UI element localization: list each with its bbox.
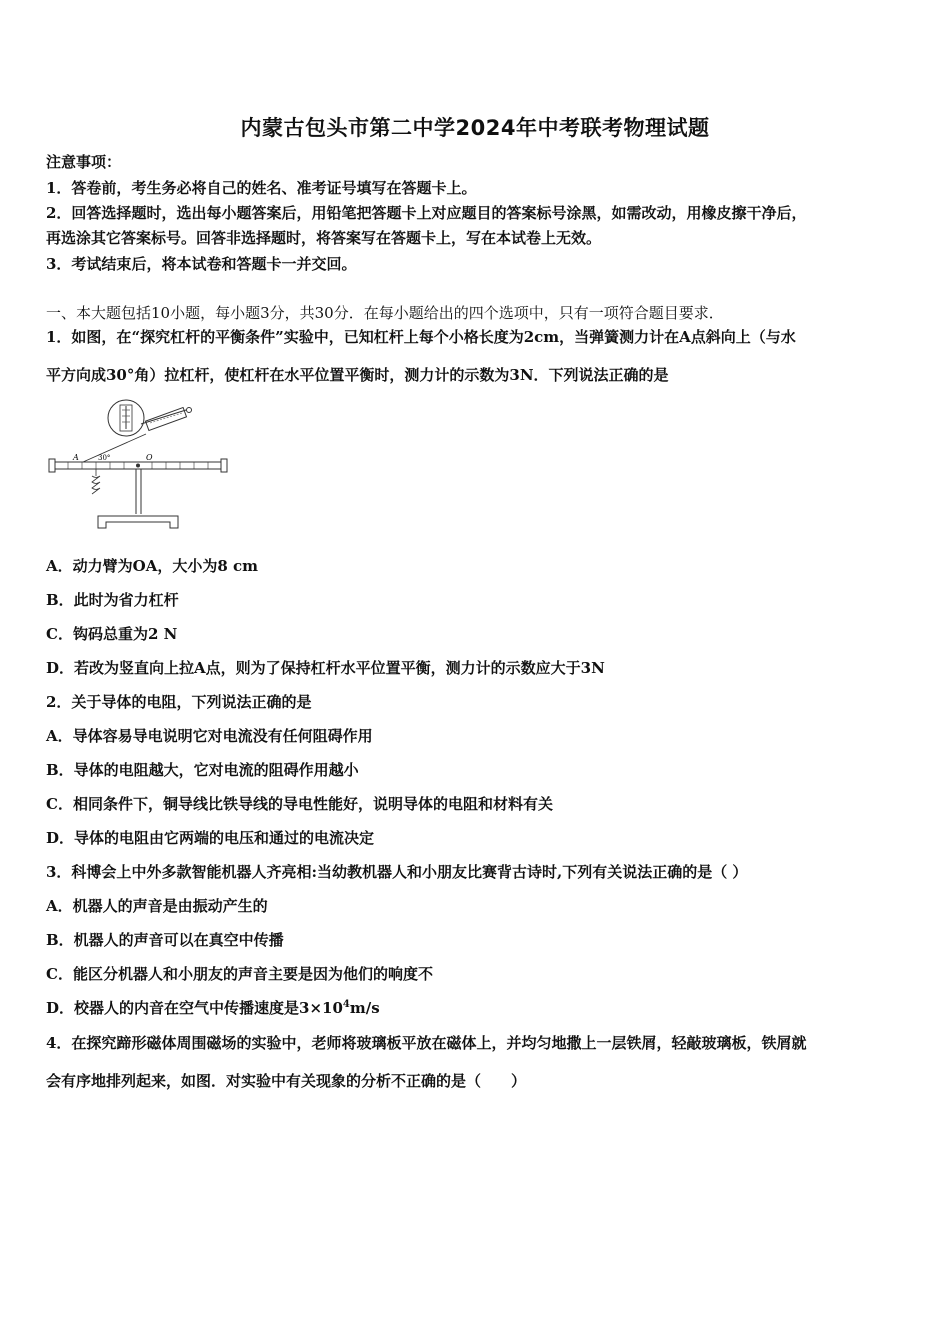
q1-option-b: B．此时为省力杠杆 xyxy=(46,591,179,609)
page-title: 内蒙古包头市第二中学2024年中考联考物理试题 xyxy=(240,116,710,140)
lever-experiment-figure xyxy=(46,396,236,536)
q3-option-a: A．机器人的声音是由振动产生的 xyxy=(46,897,268,915)
angle-label: 30° xyxy=(98,454,111,462)
q1-stem-line2: 平方向成30°角）拉杠杆，使杠杆在水平位置平衡时，测力计的示数为3N．下列说法正确的是 xyxy=(46,366,669,384)
notice-item-3: 3．考试结束后，将本试卷和答题卡一并交回。 xyxy=(46,255,357,273)
section-heading: 一、本大题包括10小题，每小题3分，共30分．在每小题给出的四个选项中，只有一项符合题目要求． xyxy=(46,304,724,322)
point-o-label: O xyxy=(146,453,153,462)
q3-stem: 3．科博会上中外多款智能机器人齐亮相:当幼教机器人和小朋友比赛背古诗时,下列有关说法正确的是（ ） xyxy=(46,863,748,881)
lever-stand-icon xyxy=(98,469,178,528)
q4-stem-line2: 会有序地排列起来，如图．对实验中有关现象的分析不正确的是（ ） xyxy=(46,1072,527,1090)
q3-option-b: B．机器人的声音可以在真空中传播 xyxy=(46,931,284,949)
q2-option-c: C．相同条件下，铜导线比铁导线的导电性能好，说明导体的电阻和材料有关 xyxy=(46,795,553,813)
q4-stem-line1: 4．在探究蹄形磁体周围磁场的实验中，老师将玻璃板平放在磁体上，并均匀地撒上一层铁屑，轻敲玻璃板，铁屑就 xyxy=(46,1034,807,1052)
q1-option-c: C．钩码总重为2 N xyxy=(46,625,178,643)
notice-item-2-cont: 再选涂其它答案标号。回答非选择题时，将答案写在答题卡上，写在本试卷上无效。 xyxy=(46,229,602,247)
q3-option-d-unit: m/s xyxy=(349,999,380,1017)
q1-stem-line1: 1．如图，在“探究杠杆的平衡条件”实验中，已知杠杆上每个小格长度为2cm，当弹簧测力计在A点斜向上（与水 xyxy=(46,328,796,346)
q2-option-b: B．导体的电阻越大，它对电流的阻碍作用越小 xyxy=(46,761,359,779)
q3-option-c: C．能区分机器人和小朋友的声音主要是因为他们的响度不 xyxy=(46,965,433,983)
point-a-label: A xyxy=(73,453,79,462)
notice-item-1: 1．答卷前，考生务必将自己的姓名、准考证号填写在答题卡上。 xyxy=(46,179,477,197)
notice-item-2: 2．回答选择题时，选出每小题答案后，用铅笔把答题卡上对应题目的答案标号涂黑，如需改动，用橡皮擦干净后， xyxy=(46,204,807,222)
q2-option-a: A．导体容易导电说明它对电流没有任何阻碍作用 xyxy=(46,727,373,745)
q1-option-a: A．动力臂为OA，大小为8 cm xyxy=(46,557,259,575)
q3-option-d-exponent: 4 xyxy=(342,999,350,1010)
hook-weights-icon xyxy=(92,469,100,494)
q2-stem: 2．关于导体的电阻，下列说法正确的是 xyxy=(46,693,312,711)
q3-option-d xyxy=(46,998,906,1018)
notice-heading: 注意事项： xyxy=(46,153,122,171)
q1-option-d: D．若改为竖直向上拉A点，则为了保持杠杆水平位置平衡，测力计的示数应大于3N xyxy=(46,659,605,677)
spring-balance-icon xyxy=(74,400,192,466)
q3-option-d-text: D．校器人的内音在空气中传播速度是3×10 xyxy=(46,999,343,1017)
q2-option-d: D．导体的电阻由它两端的电压和通过的电流决定 xyxy=(46,829,375,847)
